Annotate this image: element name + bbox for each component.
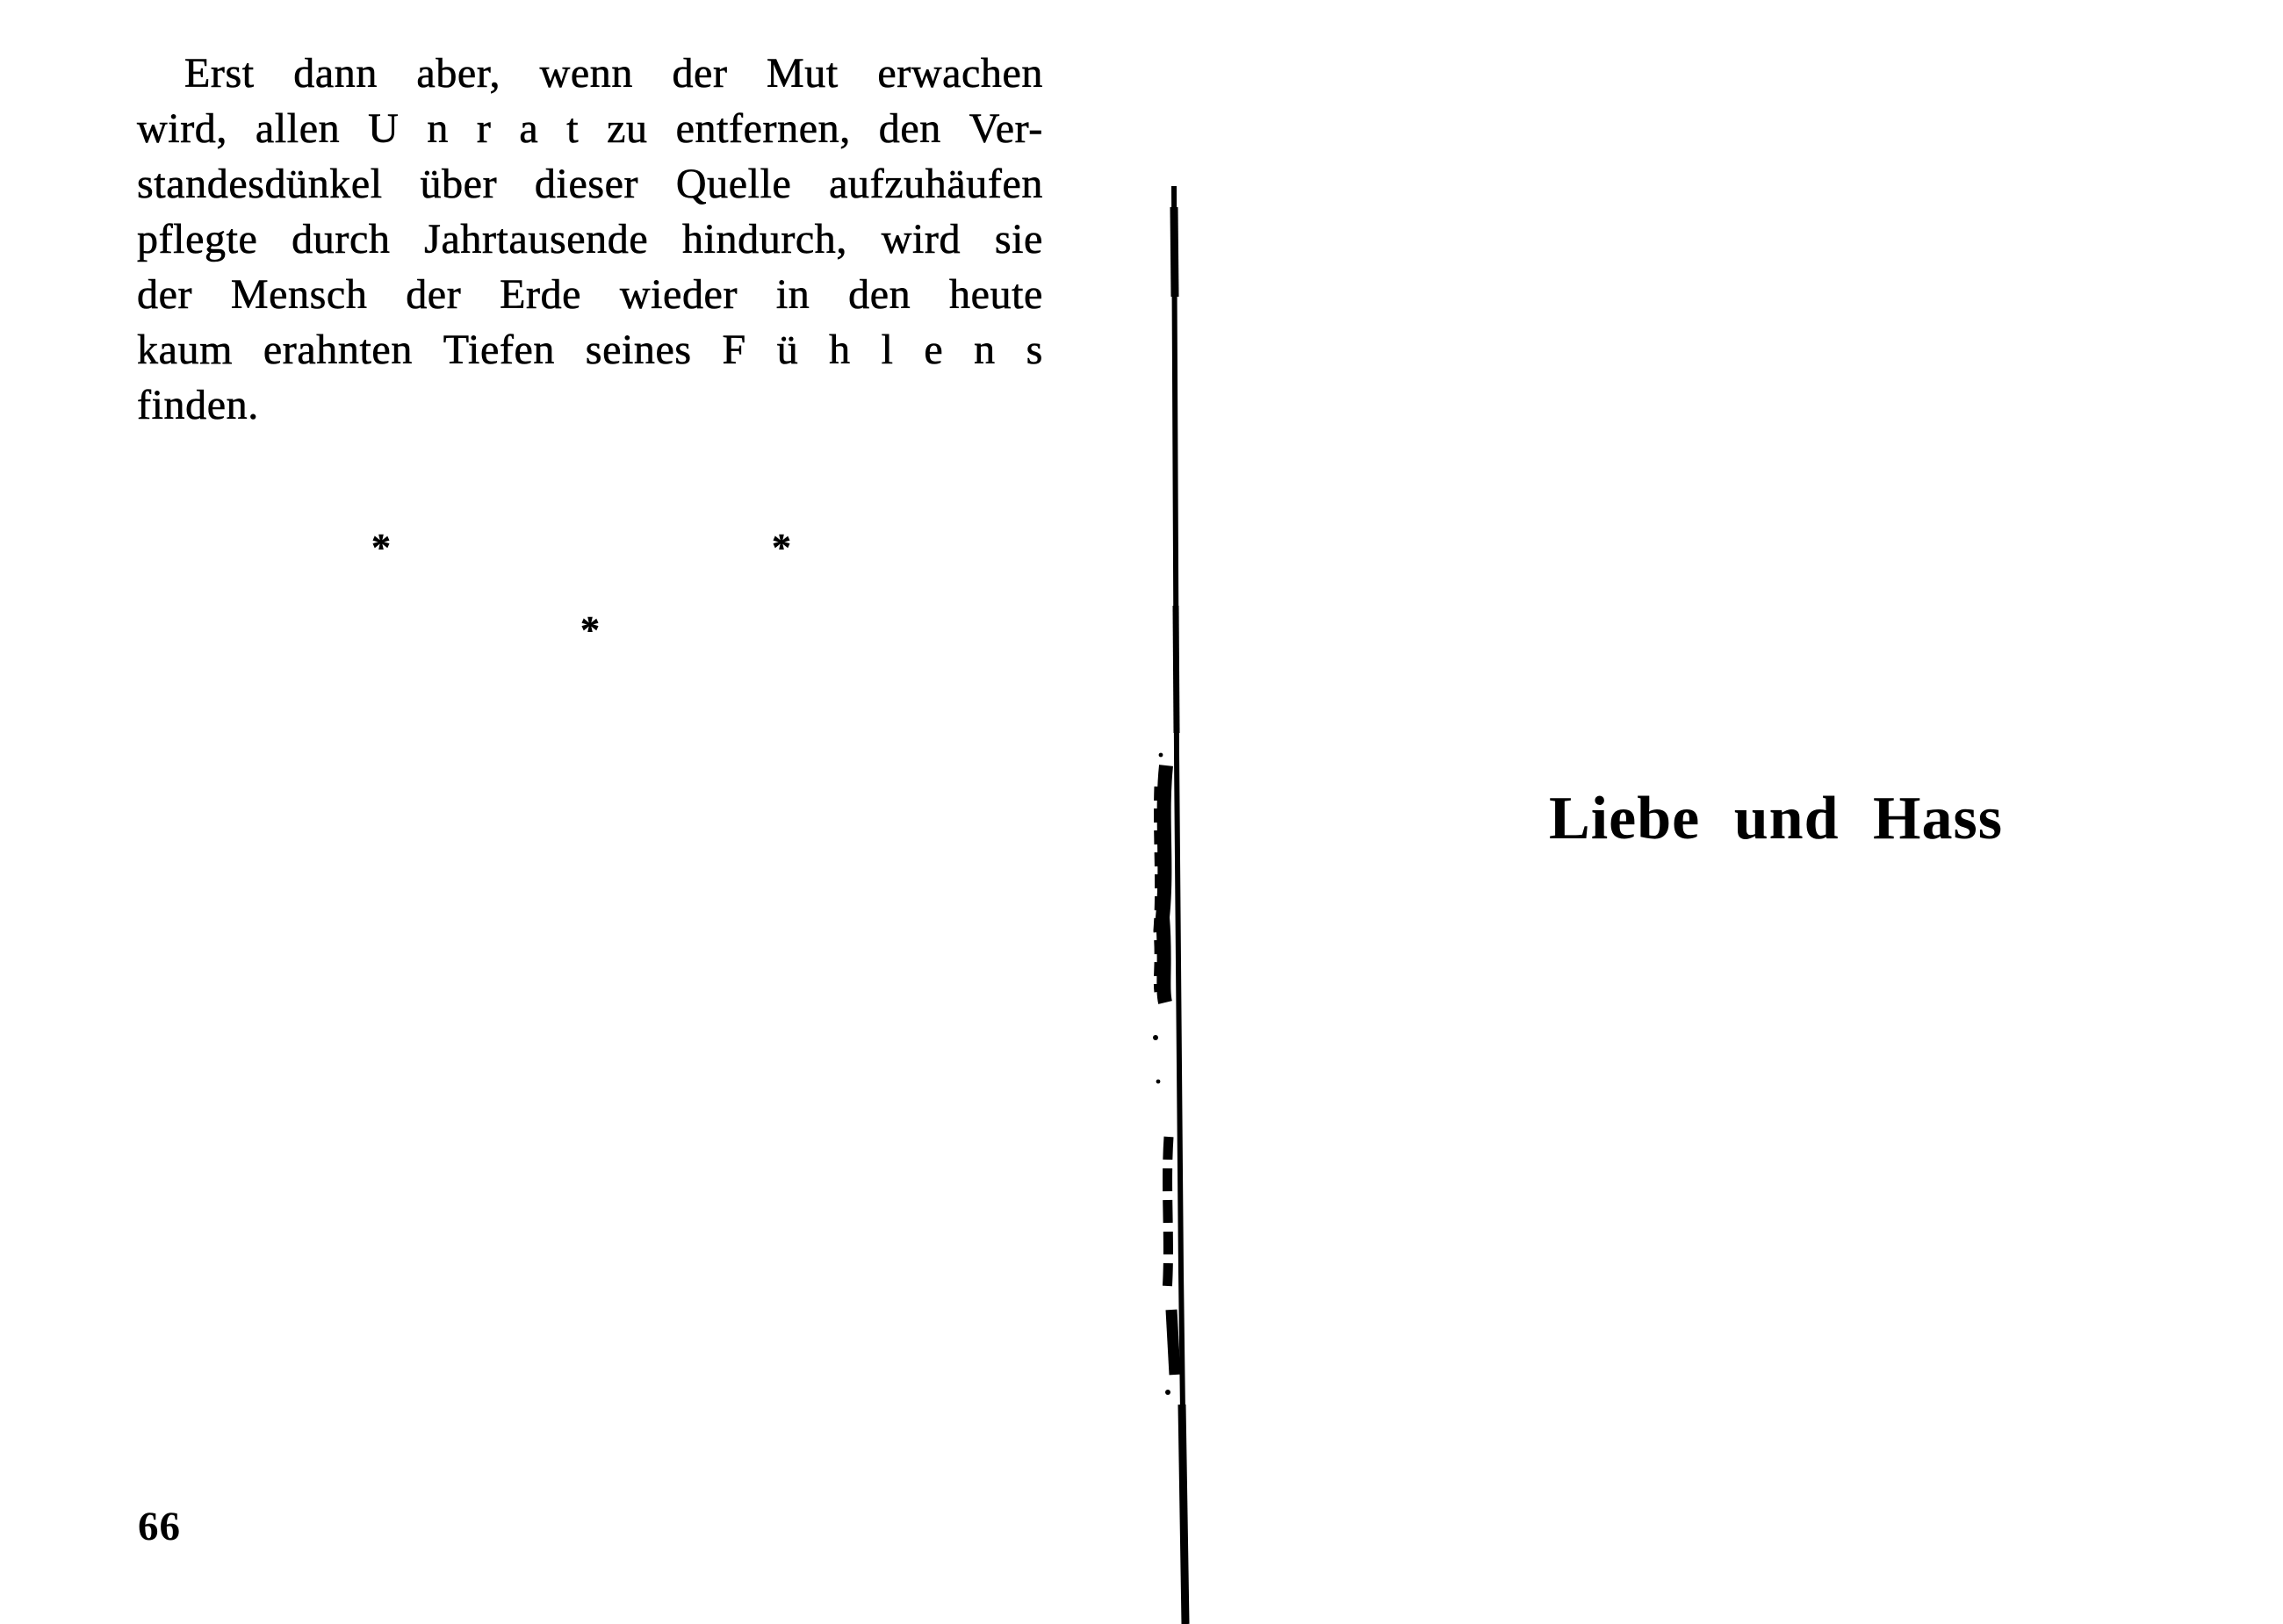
paragraph-line-5 [137,267,1043,322]
word: Erst [184,50,255,97]
word: e [924,327,944,373]
word: durch [292,216,391,262]
word: Ver- [969,105,1043,152]
word: der [672,50,728,97]
paragraph-line-7: finden. [137,382,259,428]
word: erwachen [877,50,1043,97]
word: allen [255,105,341,152]
word: der [406,271,462,318]
paragraph-line-1 [137,46,1043,101]
word: F [722,327,746,373]
word: a [519,105,539,152]
word: heute [949,271,1043,318]
paragraph-line-4 [137,212,1043,267]
body-paragraph [137,46,1043,433]
word: kaum [137,327,234,373]
paragraph-line-6 [137,322,1043,377]
word: Jahrtausende [424,216,649,262]
word: dann [293,50,378,97]
right-page [1177,0,2283,1624]
word: l [881,327,894,373]
word: h [829,327,851,373]
word: n [427,105,449,152]
page-number: 66 [138,1504,181,1549]
word: ü [776,327,799,373]
word: zu [607,105,648,152]
word: standesdünkel [137,161,383,207]
word: U [368,105,400,152]
word: t [566,105,580,152]
word: Erde [500,271,582,318]
word: hindurch, [681,216,848,262]
word: der [137,271,193,318]
word: pflegte [137,216,258,262]
word: Tiefen [443,327,555,373]
word: wieder [619,271,738,318]
word: seines [585,327,692,373]
word: wenn [539,50,633,97]
word: r [476,105,492,152]
word: wird, [137,105,227,152]
word: den [848,271,911,318]
word: in [775,271,810,318]
word: Mensch [230,271,368,318]
word: entfernen, [675,105,851,152]
word: aber, [416,50,501,97]
word: dieser [534,161,639,207]
word: n [974,327,996,373]
word: den [878,105,941,152]
word: über [420,161,498,207]
word: erahnten [263,327,413,373]
asterisk-separator-top-left: * [371,526,391,570]
chapter-title: Liebe und Hass [1549,785,2003,852]
asterisk-separator-bottom-center: * [580,608,600,652]
paragraph-line-2 [137,101,1043,156]
paragraph-line-3 [137,156,1043,212]
word: Quelle [675,161,792,207]
word: s [1026,327,1043,373]
word: aufzuhäufen [829,161,1043,207]
word: sie [994,216,1043,262]
asterisk-separator-top-right: * [772,526,791,570]
word: wird [881,216,961,262]
word: Mut [767,50,839,97]
